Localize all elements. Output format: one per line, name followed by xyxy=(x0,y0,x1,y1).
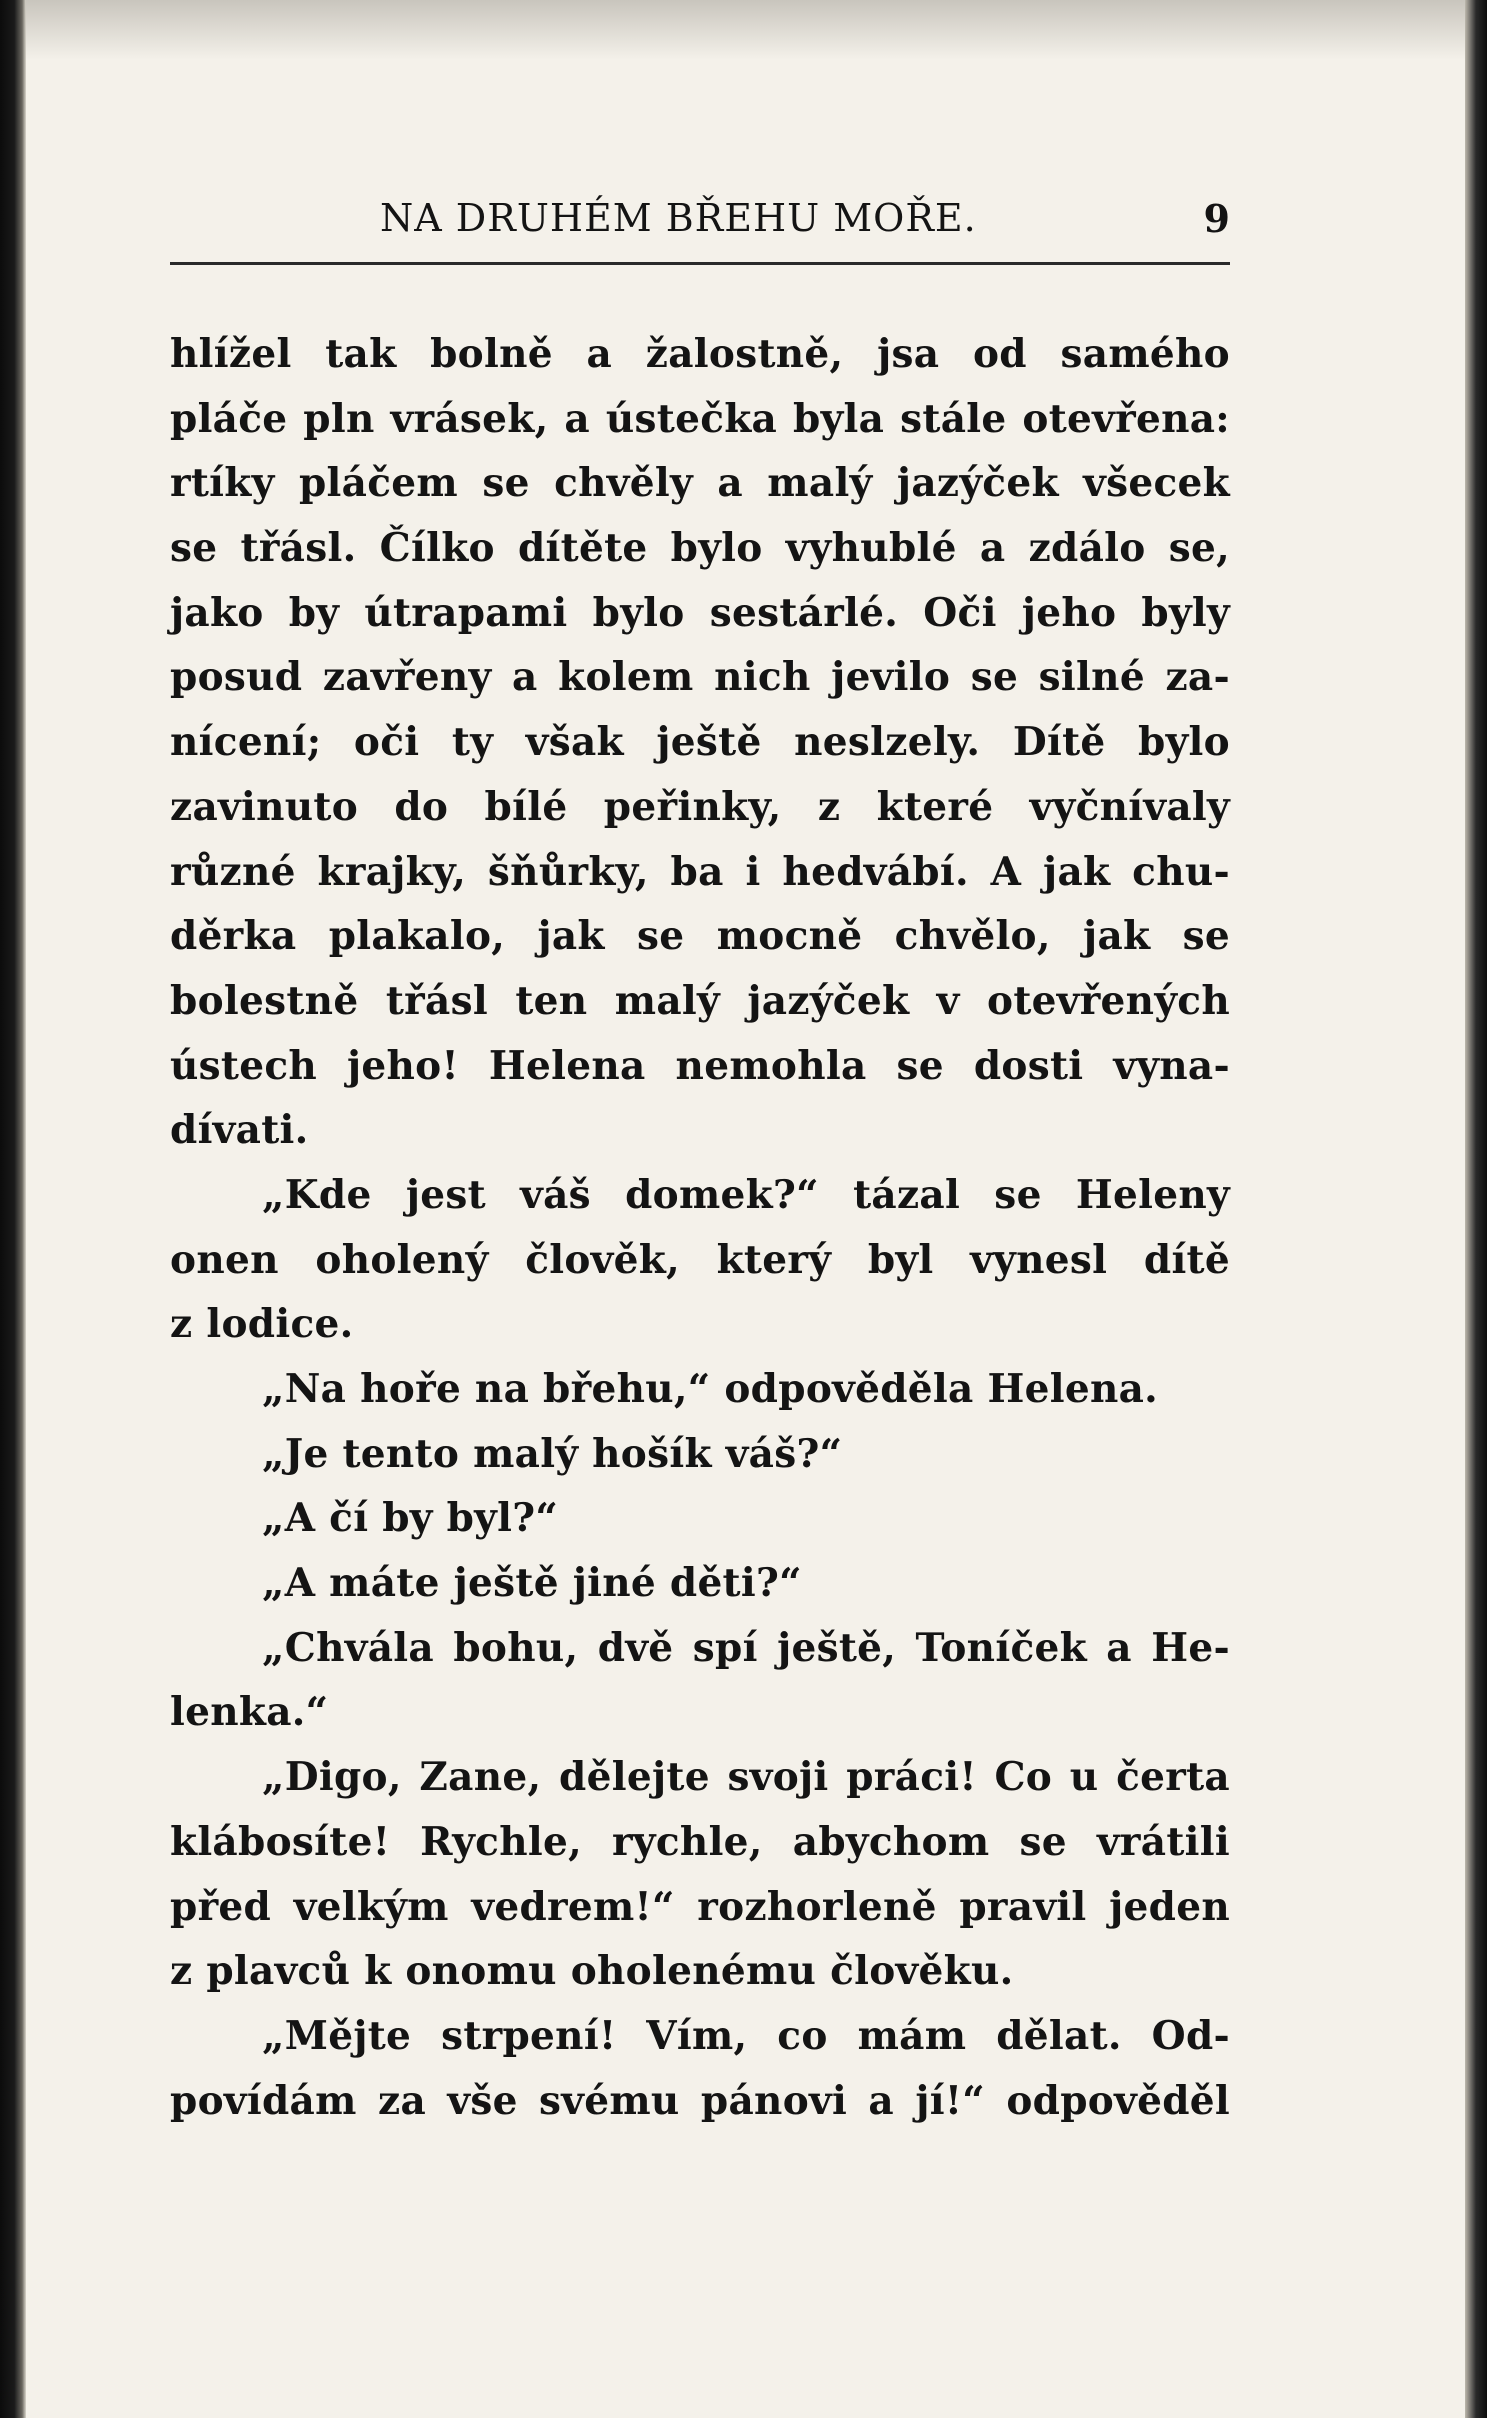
text-line: z plavců k onomu oholenému člověku. xyxy=(170,1948,1014,1995)
text-line: nícení; oči ty však ještě neslzely. Dítě bylo xyxy=(170,719,1230,766)
text-line: „A čí by byl?“ xyxy=(262,1495,559,1542)
text-line: děrka plakalo, jak se mocně chvělo, jak se xyxy=(170,913,1230,960)
text-line: „Na hoře na břehu,“ odpověděla Helena. xyxy=(262,1366,1159,1412)
page-header xyxy=(170,188,1230,248)
text-line: jako by útrapami bylo sestárlé. Oči jeho byly xyxy=(170,589,1230,636)
text-line: posud zavřeny a kolem nich jevilo se silné za- xyxy=(170,654,1230,701)
text-line: různé krajky, šňůrky, ba i hedvábí. A jak chu- xyxy=(170,848,1230,895)
text-line: „Digo, Zane, dělejte svoji práci! Co u čerta xyxy=(262,1754,1230,1801)
header-rule xyxy=(170,262,1230,265)
text-line: onen oholený člověk, který byl vynesl dítě xyxy=(170,1236,1230,1283)
text-line: před velkým vedrem!“ rozhorleně pravil jeden xyxy=(170,1883,1230,1930)
page-number: 9 xyxy=(1203,196,1230,241)
text-line: bolestně třásl ten malý jazýček v otevřených xyxy=(170,977,1230,1024)
page-right-edge xyxy=(1465,0,1487,2418)
text-line: „Je tento malý hošík váš?“ xyxy=(262,1430,843,1477)
page-top-shade xyxy=(26,0,1465,60)
text-line: „Chvála bohu, dvě spí ještě, Toníček a He- xyxy=(262,1624,1230,1671)
text-line: pláče pln vrásek, a ústečka byla stále otevřena: xyxy=(170,395,1230,442)
text-line: se třásl. Čílko dítěte bylo vyhublé a zdálo se, xyxy=(170,525,1230,572)
text-line: „Mějte strpení! Vím, co mám dělat. Od- xyxy=(262,2012,1230,2059)
text-line: lenka.“ xyxy=(170,1689,329,1736)
text-line: zavinuto do bílé peřinky, z které vyčnívaly xyxy=(170,783,1230,830)
page-binding-edge xyxy=(0,0,26,2418)
text-line: ústech jeho! Helena nemohla se dosti vyna- xyxy=(170,1042,1230,1089)
running-title: NA DRUHÉM BŘEHU MOŘE. xyxy=(380,196,977,240)
body-text xyxy=(170,322,1230,2133)
text-line: dívati. xyxy=(170,1107,309,1154)
text-line: z lodice. xyxy=(170,1301,354,1348)
text-line: klábosíte! Rychle, rychle, abychom se vrátili xyxy=(170,1818,1230,1865)
text-line: „A máte ještě jiné děti?“ xyxy=(262,1560,802,1607)
text-line: „Kde jest váš domek?“ tázal se Heleny xyxy=(262,1171,1230,1218)
text-line: rtíky pláčem se chvěly a malý jazýček všecek xyxy=(170,460,1230,507)
text-line: hlížel tak bolně a žalostně, jsa od samého xyxy=(170,331,1230,377)
text-line: povídám za vše svému pánovi a jí!“ odpověděl xyxy=(170,2077,1230,2124)
